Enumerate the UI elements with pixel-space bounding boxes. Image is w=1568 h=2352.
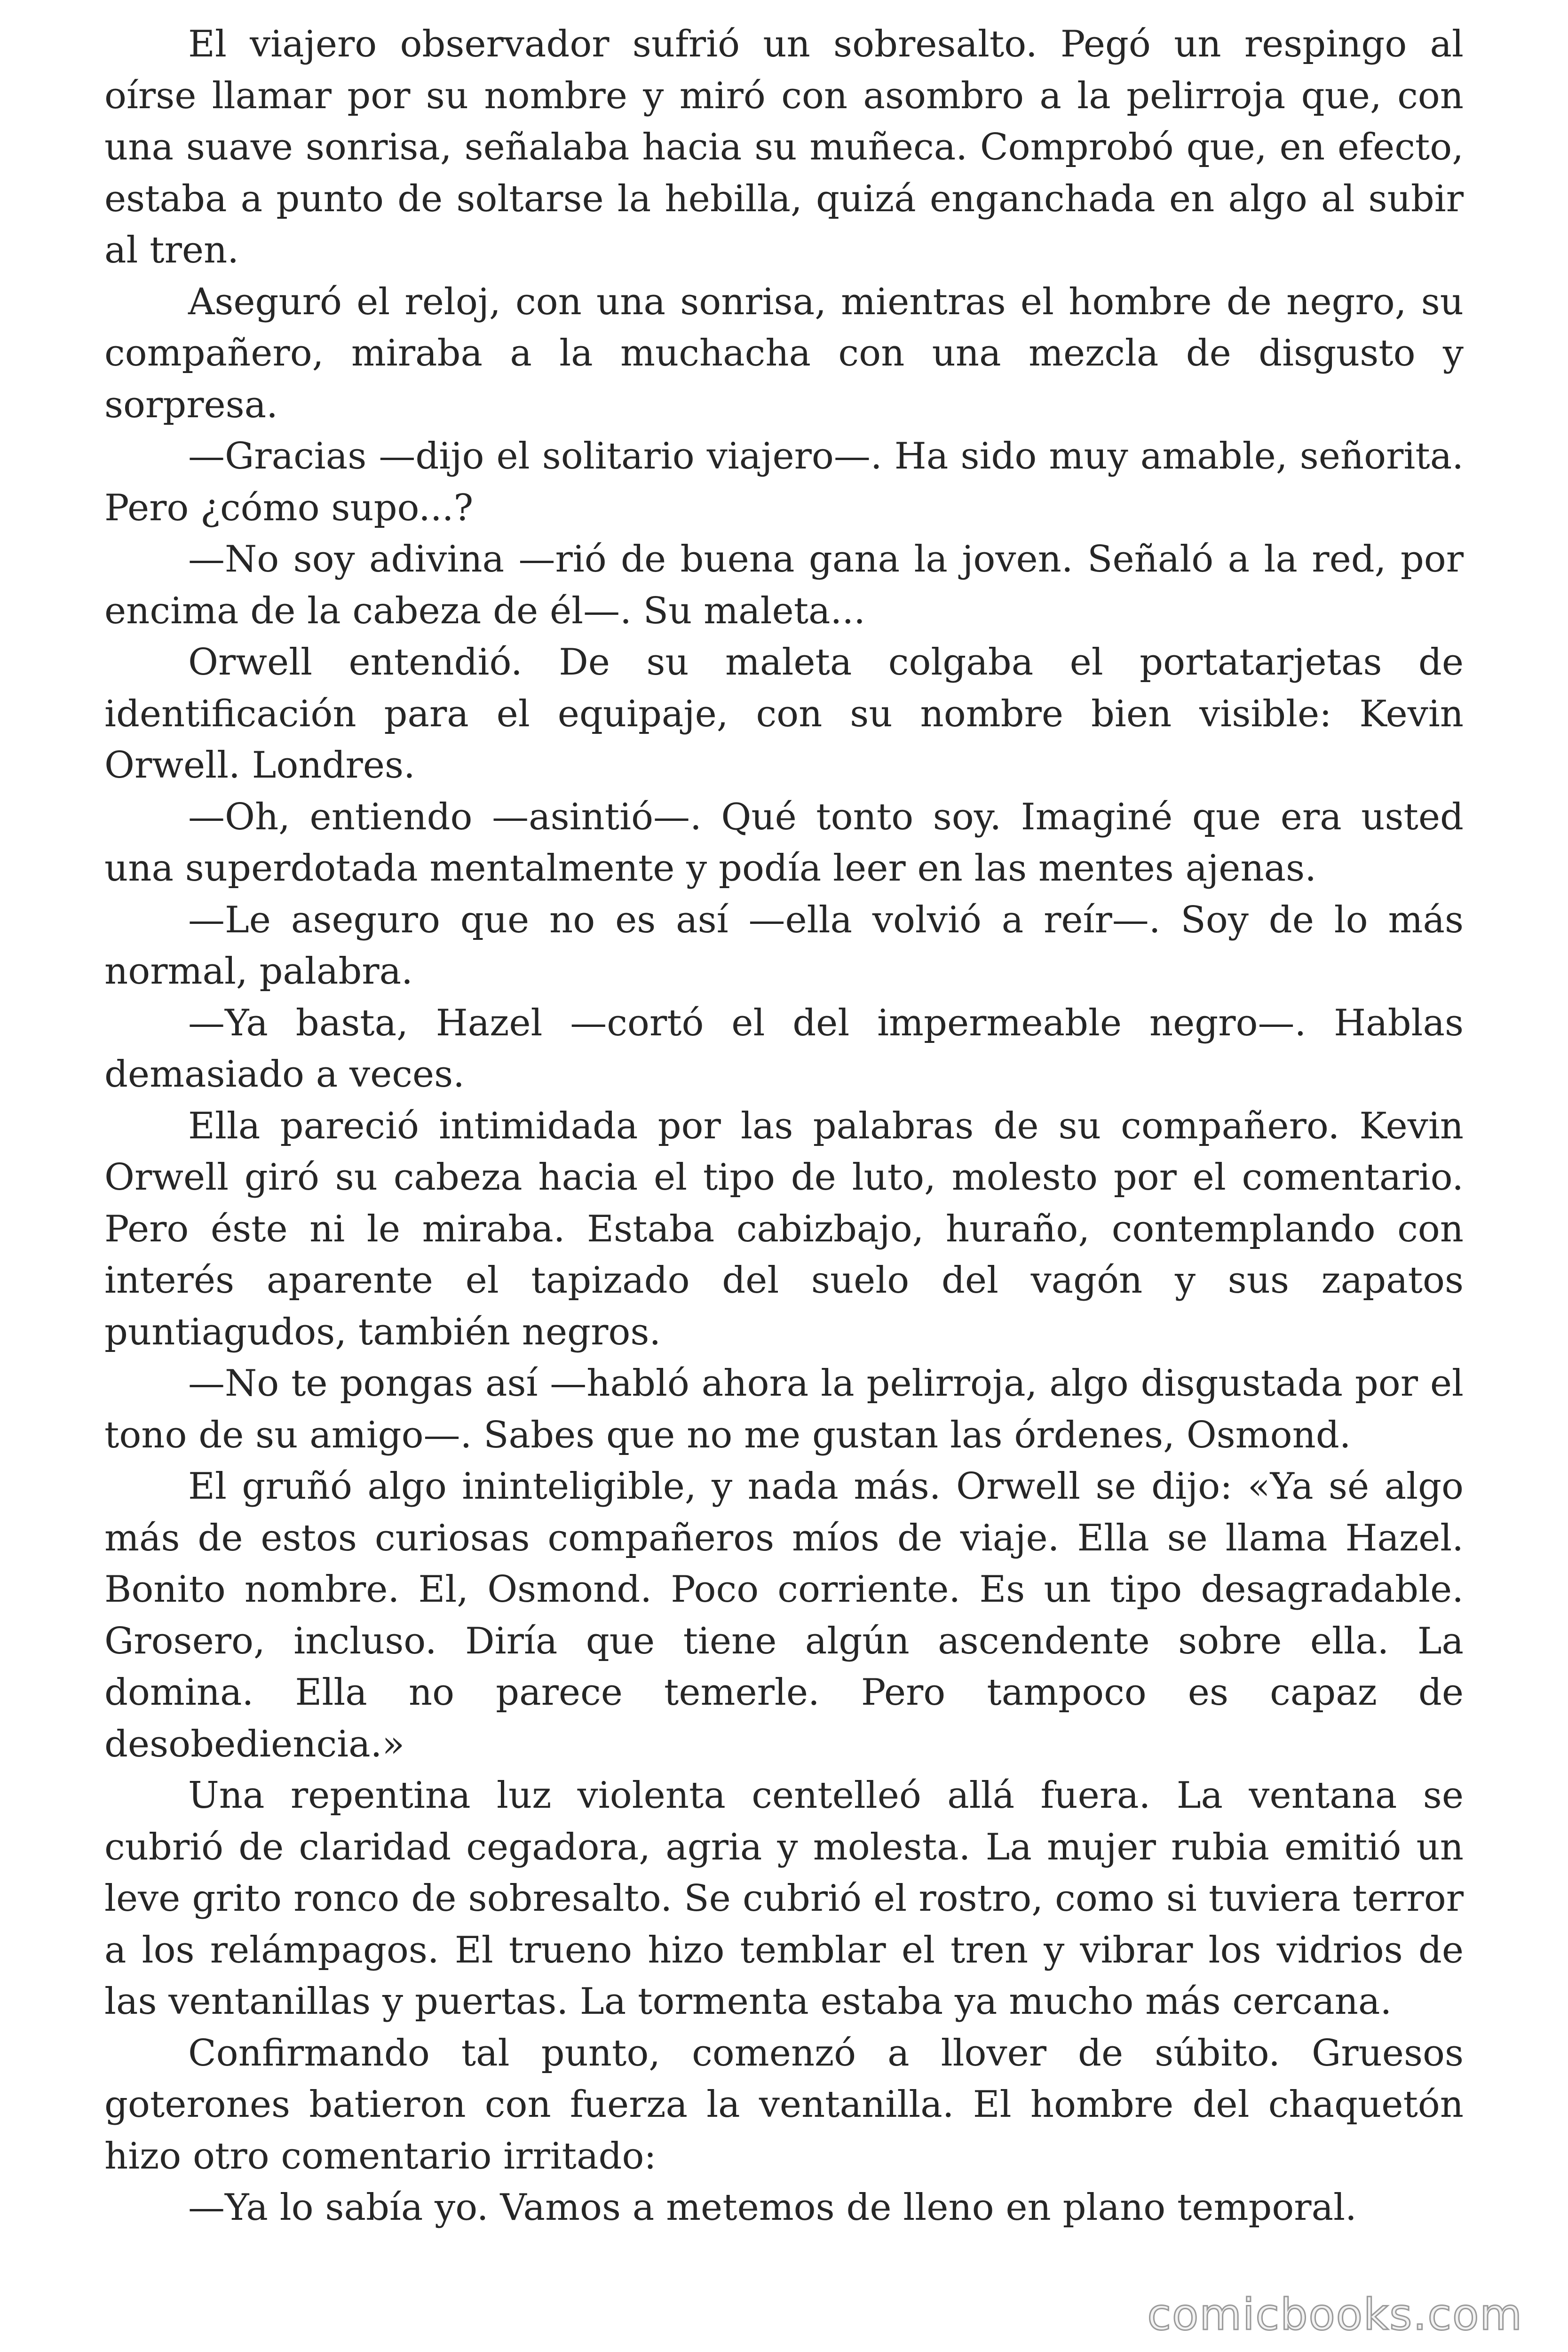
watermark: comicbooks.com	[1147, 2289, 1523, 2340]
book-page	[104, 19, 1464, 2234]
paragraph-13: Confirmando tal punto, comenzó a llover de súbito. Gruesos goterones batieron con fuerza la ventanilla. El hombre del chaquetón hizo otro comentario irritado:	[104, 2032, 1464, 2177]
paragraph-5: Orwell entendió. De su maleta colgaba el portatarjetas de identificación para el equipaje, con su nombre bien visible: Kevin Orwell. Londres.	[104, 641, 1464, 787]
paragraph-6: —Oh, entiendo —asintió—. Qué tonto soy. Imaginé que era usted una superdotada mentalmente y podía leer en las mentes ajenas.	[104, 795, 1464, 890]
paragraph-8: —Ya basta, Hazel —cortó el del impermeable negro—. Hablas demasiado a veces.	[104, 1001, 1464, 1096]
paragraph-3: —Gracias —dijo el solitario viajero—. Ha sido muy amable, señorita. Pero ¿cómo supo...?	[104, 435, 1464, 529]
paragraph-12: Una repentina luz violenta centelleó allá fuera. La ventana se cubrió de claridad cegadora, agria y molesta. La mujer rubia emitió un leve grito ronco de sobresalto. Se cubrió el rostro, como si tuviera terror a los relámpagos. El trueno hizo temblar el tren y vibrar los vidrios de las ventanillas y puertas. La tormenta estaba ya mucho más cercana.	[104, 1774, 1464, 2023]
paragraph-11: El gruñó algo ininteligible, y nada más. Orwell se dijo: «Ya sé algo más de estos curiosas compañeros míos de viaje. Ella se llama Hazel. Bonito nombre. El, Osmond. Poco corriente. Es un tipo desagradable. Grosero, incluso. Diría que tiene algún ascendente sobre ella. La domina. Ella no parece temerle. Pero tampoco es capaz de desobediencia.»	[104, 1465, 1464, 1765]
paragraph-2: Aseguró el reloj, con una sonrisa, mientras el hombre de negro, su compañero, miraba a la muchacha con una mezcla de disgusto y sorpresa.	[104, 280, 1464, 426]
paragraph-9: Ella pareció intimidada por las palabras de su compañero. Kevin Orwell giró su cabeza hacia el tipo de luto, molesto por el comentario. Pero éste ni le miraba. Estaba cabizbajo, huraño, contemplando con interés aparente el tapizado del suelo del vagón y sus zapatos puntiagudos, también negros.	[104, 1104, 1464, 1353]
paragraph-1: El viajero observador sufrió un sobresalto. Pegó un respingo al oírse llamar por su nombre y miró con asombro a la pelirroja que, con una suave sonrisa, señalaba hacia su muñeca. Comprobó que, en efecto, estaba a punto de soltarse la hebilla, quizá enganchada en algo al subir al tren.	[104, 23, 1464, 271]
paragraph-14: —Ya lo sabía yo. Vamos a metemos de lleno en plano temporal.	[188, 2186, 1357, 2229]
paragraph-10: —No te pongas así —habló ahora la pelirroja, algo disgustada por el tono de su amigo—. Sabes que no me gustan las órdenes, Osmond.	[104, 1362, 1464, 1456]
paragraph-4: —No soy adivina —rió de buena gana la joven. Señaló a la red, por encima de la cabeza de él—. Su maleta...	[104, 538, 1464, 632]
paragraph-7: —Le aseguro que no es así —ella volvió a reír—. Soy de lo más normal, palabra.	[104, 898, 1464, 993]
